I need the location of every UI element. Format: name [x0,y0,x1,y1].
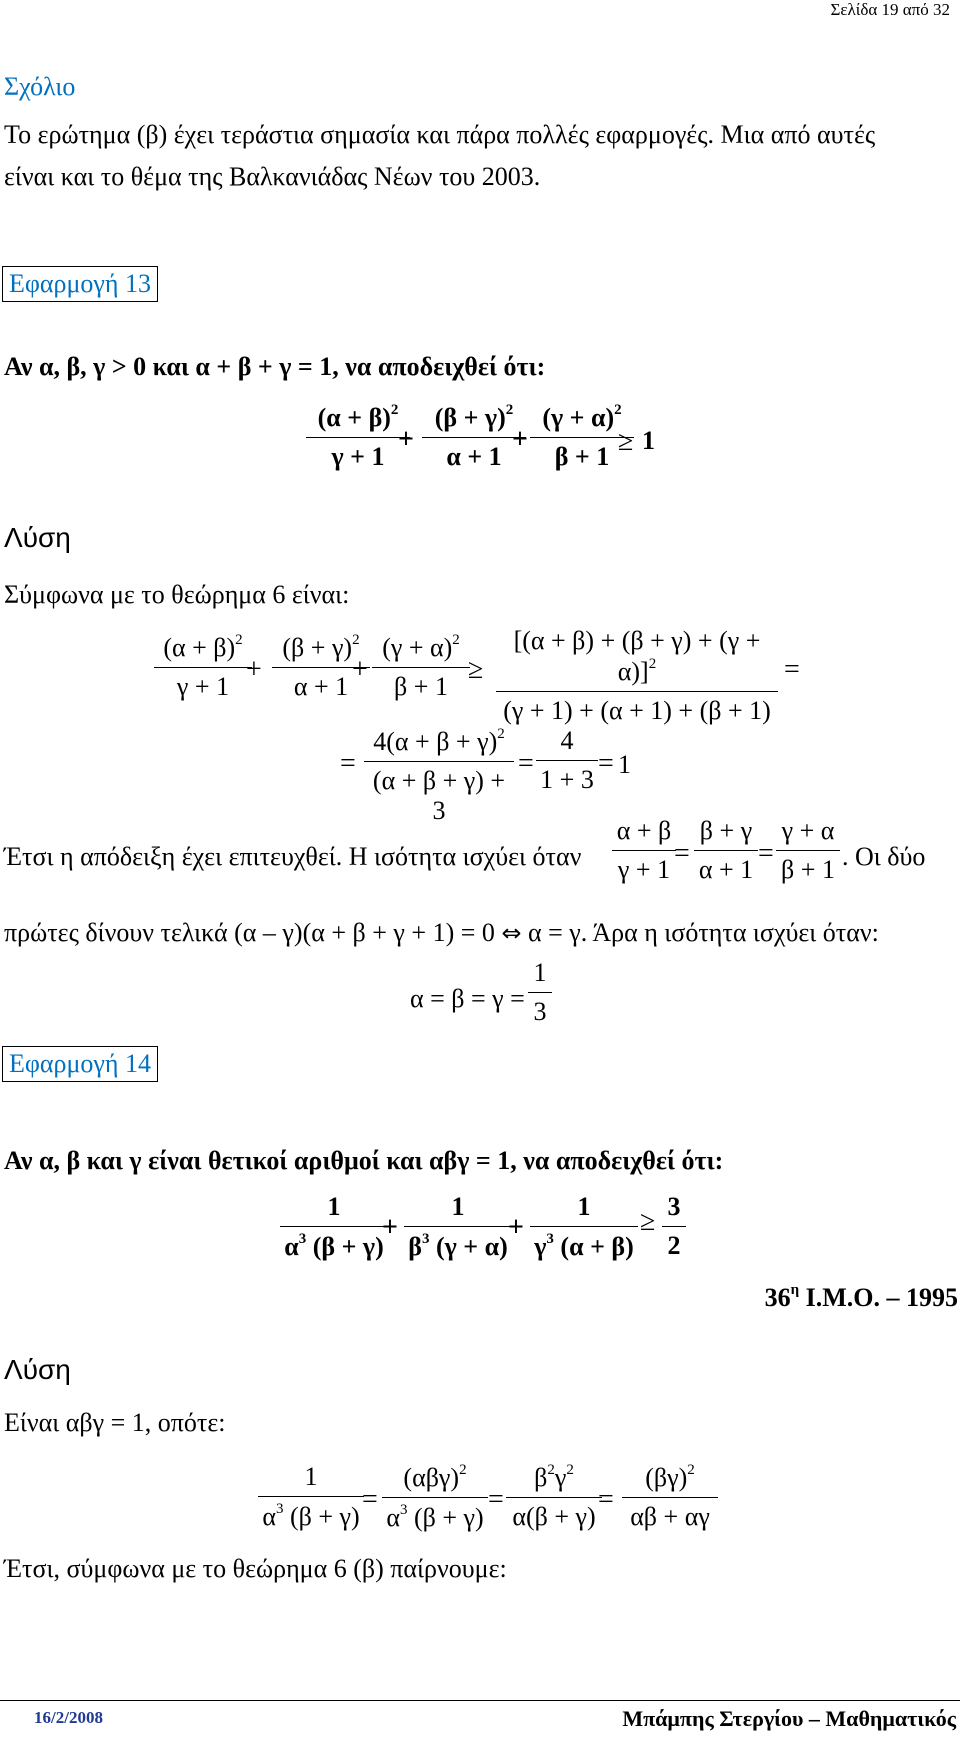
fraction: $\frac{(\gamma + \alpha)^2}{\beta + 1}$ [530,402,634,472]
source-citation: $36^\eta$ I.M.O. – 1995 [764,1282,958,1312]
fraction: $\frac{1}{\beta^3 (\gamma + \alpha)}$ [404,1192,512,1262]
plus-sign: + [512,424,528,455]
conclusion-line: πρώτες δίνουν τελικά (α – γ)(α + β + γ + 1) = 0 ⇔ α = γ. Άρα η ισότητα ισχύει όταν: [4,918,879,947]
fraction: $\frac{(\alpha + \beta)^2}{\gamma + 1}$ [154,632,252,702]
equals-sign: = [674,838,690,869]
equals-sign: = [488,1484,504,1515]
equality-condition-text-end: . Οι δύο [842,842,926,871]
geq-sign: ≥ [640,1206,656,1237]
solution-2-title: Λύση [4,1354,71,1385]
plus-sign: + [352,654,368,685]
solution-2-intro: Είναι αβγ = 1, οπότε: [4,1408,226,1437]
equals-sign: = [340,748,356,779]
fraction: $\frac{\alpha + \beta}{\gamma + 1}$ [612,816,676,885]
equals-sign: = [598,1484,614,1515]
fraction: $\frac{(\alpha + \beta)^2}{\gamma + 1}$ [306,402,410,472]
fraction: $\frac{1}{\alpha^3 (\beta + \gamma)}$ [280,1192,388,1262]
plus-sign: + [508,1212,524,1243]
final-lhs: α = β = γ = [410,984,525,1013]
iff-icon: ⇔ [501,919,522,947]
application-14-statement: Αν α, β και γ είναι θετικοί αριθμοί και αβγ = 1, να αποδειχθεί ότι: [4,1146,724,1175]
fraction: $\frac{(\gamma + \alpha)^2}{\beta + 1}$ [372,632,470,702]
comment-line-1: Το ερώτημα (β) έχει τεράστια σημασία και πάρα πολλές εφαρμογές. Μια από αυτές [4,120,876,149]
fraction: $\frac{\beta + \gamma}{\alpha + 1}$ [694,816,758,885]
plus-sign: + [246,654,262,685]
rhs-value: 1 [642,426,655,455]
geq-sign: ≥ [618,426,634,457]
fraction: $\frac{4}{1 + 3}$ [536,726,598,795]
fraction: $\frac{1}{\gamma^3 (\alpha + \beta)}$ [530,1192,638,1262]
equals-sign: = [362,1484,378,1515]
fraction: $\frac{[(\alpha + \beta) + (\beta + \gamma) + (\gamma + \alpha)]^2}{(\gamma + 1) + (\alpha + 1) + (\beta + 1)}$ [496,626,778,726]
equals-sign: = [758,838,774,869]
footer-author: Μπάμπης Στεργίου – Μαθηματικός [622,1706,956,1731]
result-value: 1 [618,750,631,779]
geq-sign: ≥ [468,654,484,685]
solution-2-outro: Έτσι, σύμφωνα με το θεώρημα 6 (β) παίρνουμε: [4,1554,507,1583]
fraction: $\frac{(\beta\gamma)^2}{\alpha\beta + \alpha\gamma}$ [622,1462,718,1532]
fraction: $\frac{\beta^2\gamma^2}{\alpha(\beta + \gamma)}$ [506,1462,602,1532]
plus-sign: + [382,1212,398,1243]
footer-date: 16/2/2008 [34,1708,103,1727]
fraction: $\frac{1}{3}$ [528,958,552,1027]
solution-1-intro: Σύμφωνα με το θεώρημα 6 είναι: [4,580,350,609]
fraction: $\frac{(\beta + \gamma)^2}{\alpha + 1}$ [422,402,526,472]
page-number: Σελίδα 19 από 32 [830,0,950,19]
fraction: $\frac{1}{\alpha^3 (\beta + \gamma)}$ [258,1462,364,1532]
footer-rule [0,1700,960,1701]
equals-sign: = [598,748,614,779]
application-14-title: Εφαρμογή 14 [2,1046,158,1082]
equality-condition-text: Έτσι η απόδειξη έχει επιτευχθεί. Η ισότητα ισχύει όταν [4,842,582,871]
comment-line-2: είναι και το θέμα της Βαλκανιάδας Νέων του 2003. [4,162,541,191]
plus-sign: + [398,424,414,455]
fraction: $\frac{\gamma + \alpha}{\beta + 1}$ [776,816,840,885]
fraction: $\frac{3}{2}$ [662,1192,686,1261]
fraction: $\frac{(\beta + \gamma)^2}{\alpha + 1}$ [272,632,370,702]
equals-sign: = [784,654,800,685]
section-title-comment: Σχόλιο [4,72,76,101]
equals-sign: = [518,748,534,779]
fraction: $\frac{4(\alpha + \beta + \gamma)^2}{(\alpha + \beta + \gamma) + 3}$ [364,726,514,826]
solution-1-title: Λύση [4,522,71,553]
application-13-title: Εφαρμογή 13 [2,266,158,302]
application-13-statement: Αν α, β, γ > 0 και α + β + γ = 1, να αποδειχθεί ότι: [4,352,546,381]
fraction: $(\alpha\beta\gamma)^2$ $\alpha^3$ (β + γ) [382,1462,488,1533]
